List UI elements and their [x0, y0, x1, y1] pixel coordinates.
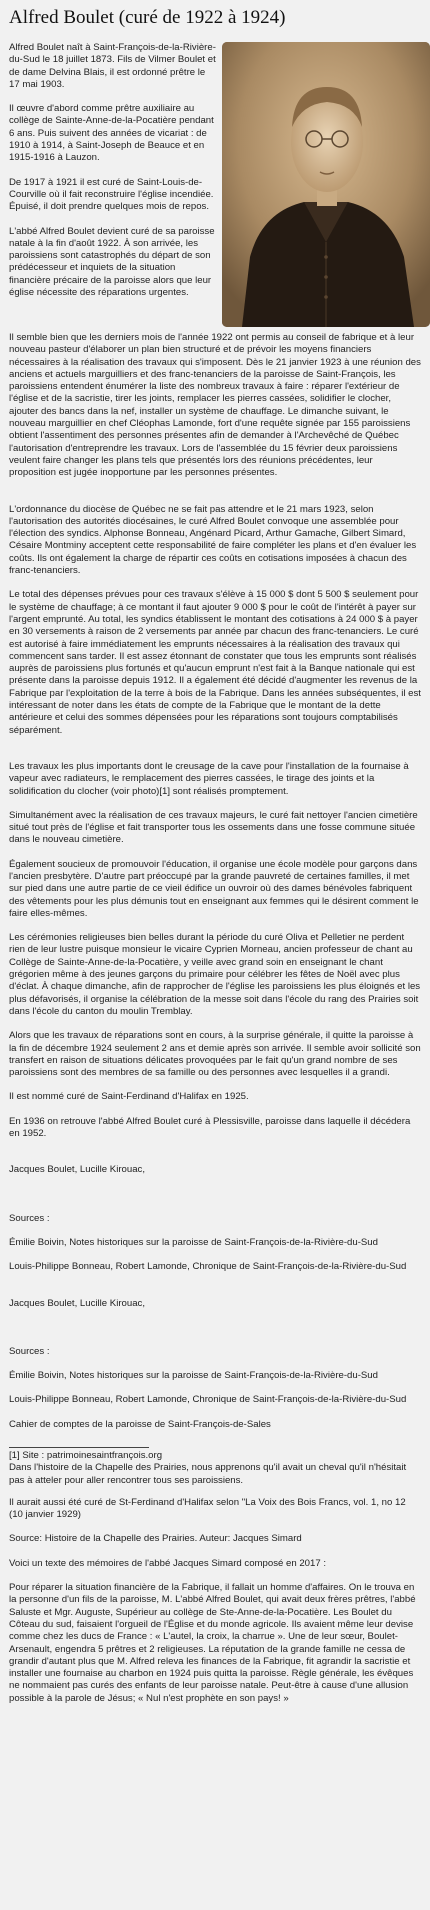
- footnote-source: Source: Histoire de la Chapelle des Prairies. Auteur: Jacques Simard: [9, 1533, 302, 1545]
- footnote-divider: [9, 1447, 149, 1448]
- body-paragraph: L'ordonnance du diocèse de Québec ne se fait pas attendre et le 21 mars 1923, selon l'autorisation des autorités diocésaines, le curé Alfred Boulet convoque une assemblée pour l'élection des syndics. Alphonse Bonneau, Angénard Picard, Arthur Gamache, Gilbert Simard, Césaire Montminy acceptent cette responsabilité de faire compléter les plans et d'en évaluer les coûts. Ils ont également la charge de répartir ces coûts en cotisations imposées à chacun des franc-tenanciers.: [9, 503, 417, 577]
- body-paragraph: Les cérémonies religieuses bien belles durant la période du curé Oliva et Pelletier ne perdent rien de leur lustre puisque monsieur le vicaire Cyprien Morneau, ancien professeur de chant au Collège de Sainte-Anne-de-la-Pocatière, y veille avec grand soin en enseignant le chant grégorien même à des jeunes garçons du primaire pour célébrer les fêtes de Noël avec plus d'éclat. À chaque dimanche, afin de rapprocher de l'église les paroissiens les plus éloignés et les plus défavorisés, il organise la célébration de la messe soit dans l'école du rang des Prairies soit dans l'école du canton du moulin Tremblay.: [9, 932, 421, 1017]
- portrait-photo: [222, 42, 430, 327]
- source-item: Émilie Boivin, Notes historiques sur la paroisse de Saint-François-de-la-Rivière-du-Sud: [9, 1236, 378, 1248]
- footnote-voix: Il aurait aussi été curé de St-Ferdinand d'Halifax selon "La Voix des Bois Francs, vol. 1, no 12 (10 janvier 1929): [9, 1496, 406, 1521]
- intro-paragraph: Alfred Boulet naît à Saint-François-de-la-Rivière-du-Sud le 18 juillet 1873. Fils de Vilmer Boulet et de dame Delvina Blais, il est ordonné prêtre le 17 mai 1903.: [9, 42, 216, 90]
- body-paragraph: Également soucieux de promouvoir l'éducation, il organise une école modèle pour garçons dans l'ancien presbytère. D'autre part préoccupé par la grande pauvreté de certaines familles, il met sur pied dans une autre partie de ce vieil édifice un ouvroir où des dames bénévoles fabriquent des vêtements pour les plus démunis tout en enseignant aux femmes qui le désirent comment le faire elles-mêmes.: [9, 858, 419, 919]
- source-item: Louis-Philippe Bonneau, Robert Lamonde, Chronique de Saint-François-de-la-Rivière-du-Sud: [9, 1394, 407, 1406]
- body-paragraph: Le total des dépenses prévues pour ces travaux s'élève à 15 000 $ dont 5 500 $ seulement pour le système de chauffage; à ce montant il faut ajouter 9 000 $ pour le coût de l'intérêt à payer sur l'argent emprunté. Au total, les syndics établissent le montant des cotisations à 24 000 $ à payer en 30 versements à raison de 2 versements par année par chacun des franc-tenanciers. Le curé est autorisé à faire immédiatement les emprunts nécessaires à la réalisation des travaux qui commencent sans tarder. Il est assez étonnant de constater que tous les emprunts sont réalisés auprès de paroissiens plus fortunés et qu'aucun emprunt n'est fait à la Banque nationale qui est présente dans la paroisse depuis 1912. Il a également été décidé d'augmenter les revenus de la Fabrique par l'exploitation de la terre à bois de la Fabrique. Dans les années subséquentes, il est intéressant de noter dans les états de compte de la Fabrique que le montant de la dette antérieure et celui des sommes dépensées pour les réparations sont toujours comptabilisés séparément.: [9, 589, 421, 736]
- authors: Jacques Boulet, Lucille Kirouac,: [9, 1164, 145, 1176]
- intro-text: [9, 42, 217, 299]
- body-paragraph: En 1936 on retrouve l'abbé Alfred Boulet curé à Plessisville, paroisse dans laquelle il décédera en 1952.: [9, 1115, 411, 1140]
- body-paragraph: Il semble bien que les derniers mois de l'année 1922 ont permis au conseil de fabrique et à leur nouveau pasteur d'élaborer un plan bien structuré et de prévoir les moyens financiers nécessaires à la réalisation des travaux qui s'imposent. Dès le 21 janvier 1923 à une réunion des anciens et actuels marguilliers et des franc-tenanciers de la paroisse de Saint-François, les paroissiens entendent énumérer la liste des nombreux travaux à faire : réparer l'extérieur de l'église et de la sacristie, tirer les joints, remplacer les pierres cassées, solidifier le clocher, ajouter des bancs dans la nef, installer un système de chauffage. Le dimanche suivant, le nouveau marguillier en chef Cléophas Lamonde, fort d'une requête signée par 155 paroissiens obtient l'assentiment des personnes présentes afin de demander à l'Archevêché de Québec l'autorisation d'entreprendre les travaux. Lors de l'assemblée du 15 février deux paroissiens veulent faire changer les plans tels que présentés lors des réunions précédentes, leur proposition est jugée inopportune par les personnes présentes.: [9, 332, 421, 479]
- authors: Jacques Boulet, Lucille Kirouac,: [9, 1297, 145, 1309]
- memoire-intro: Voici un texte des mémoires de l'abbé Jacques Simard composé en 2017 :: [9, 1557, 327, 1569]
- intro-paragraph: Il œuvre d'abord comme prêtre auxiliaire au collège de Sainte-Anne-de-la-Pocatière pendant 6 ans. Puis suivent des années de vicariat : de 1910 à 1914, à Saint-Joseph de Beauce et en 1915-1916 à Lauzon.: [9, 103, 214, 164]
- source-item: Cahier de comptes de la paroisse de Saint-François-de-Sales: [9, 1418, 271, 1430]
- body-paragraph: Simultanément avec la réalisation de ces travaux majeurs, le curé fait nettoyer l'ancien cimetière situé tout près de l'église et fait transporter tous les ossements dans une fosse commune située dans le nouveau cimetière.: [9, 809, 418, 846]
- body-text: [9, 332, 421, 1140]
- portrait-illustration: [222, 42, 430, 327]
- footnote-site: [9, 1450, 421, 1487]
- footnote-site-text: [1] Site : patrimoinesaintfrançois.org: [9, 1450, 163, 1461]
- intro-section: [9, 42, 421, 332]
- intro-paragraph: De 1917 à 1921 il est curé de Saint-Louis-de-Courville où il fait reconstruire l'église incendiée. Épuisé, il doit prendre quelques mois de repos.: [9, 176, 214, 213]
- source-item: Émilie Boivin, Notes historiques sur la paroisse de Saint-François-de-la-Rivière-du-Sud: [9, 1370, 378, 1382]
- body-paragraph: Les travaux les plus importants dont le creusage de la cave pour l'installation de la fournaise à vapeur avec radiateurs, le remplacement des pierres cassées, le tirage des joints et la solidification du clocher (voir photo)[1] sont réalisés promptement.: [9, 760, 409, 797]
- body-paragraph: Alors que les travaux de réparations sont en cours, à la surprise générale, il quitte la paroisse à la fin de décembre 1924 seulement 2 ans et demie après son arrivée. Il semble avoir sollicité son transfert en raison de situations délicates provoquées par le fait qu'un grand nombre de ses paroissiens sont des membres de sa famille ou des personnes avec lesquelles il a grandi.: [9, 1030, 421, 1079]
- source-item: Louis-Philippe Bonneau, Robert Lamonde, Chronique de Saint-François-de-la-Rivière-du-Sud: [9, 1261, 407, 1273]
- body-paragraph: Il est nommé curé de Saint-Ferdinand d'Halifax en 1925.: [9, 1091, 249, 1103]
- footnote-note: Dans l'histoire de la Chapelle des Prairies, nous apprenons qu'il avait un cheval qu'il n'hésitait pas à atteler pour aller rencontrer tous ses paroissiens.: [9, 1462, 407, 1486]
- intro-paragraph: L'abbé Alfred Boulet devient curé de sa paroisse natale à la fin d'août 1922. À son arrivée, les paroissiens sont catastrophés du départ de son prédécesseur et inquiets de la situation financière précaire de la paroisse alors que leur église nécessite des réparations urgentes.: [9, 225, 215, 299]
- memoire-text: Pour réparer la situation financière de la Fabrique, il fallait un homme d'affaires. On le trouva en la personne d'un fils de la paroisse, M. L'abbé Alfred Boulet, qui avait deux frères prêtres, l'abbé Saluste et Mgr. Auguste, Supérieur au collège de Ste-Anne-de-la-Pocatière. Les Boulet du Côteau du sud, faisaient l'orgueil de l'Église et du monde agricole. Ils avaient même leur devise comme chez les ducs de France : « L'autel, la croix, la charrue ». Une de leur sœur, Boulet- Arsenault, engendra 5 prêtres et 2 religieuses. La réputation de la grande famille ne cessa de grandir d'autant plus que M. Alfred releva les finances de la Fabrique, fit agrandir la sacristie et installer une fournaise au charbon en 1924 puis quitta la paroisse. Règle générale, les évêques ne nommaient pas curés des enfants de leur paroisse natale. Peut-être à cause d'une allusion possible à la parole de Jésus; « Nul n'est prophète en son pays! »: [9, 1582, 416, 1704]
- page-title: Alfred Boulet (curé de 1922 à 1924): [9, 7, 286, 28]
- sources-label: Sources :: [9, 1212, 50, 1224]
- sources-label: Sources :: [9, 1345, 50, 1357]
